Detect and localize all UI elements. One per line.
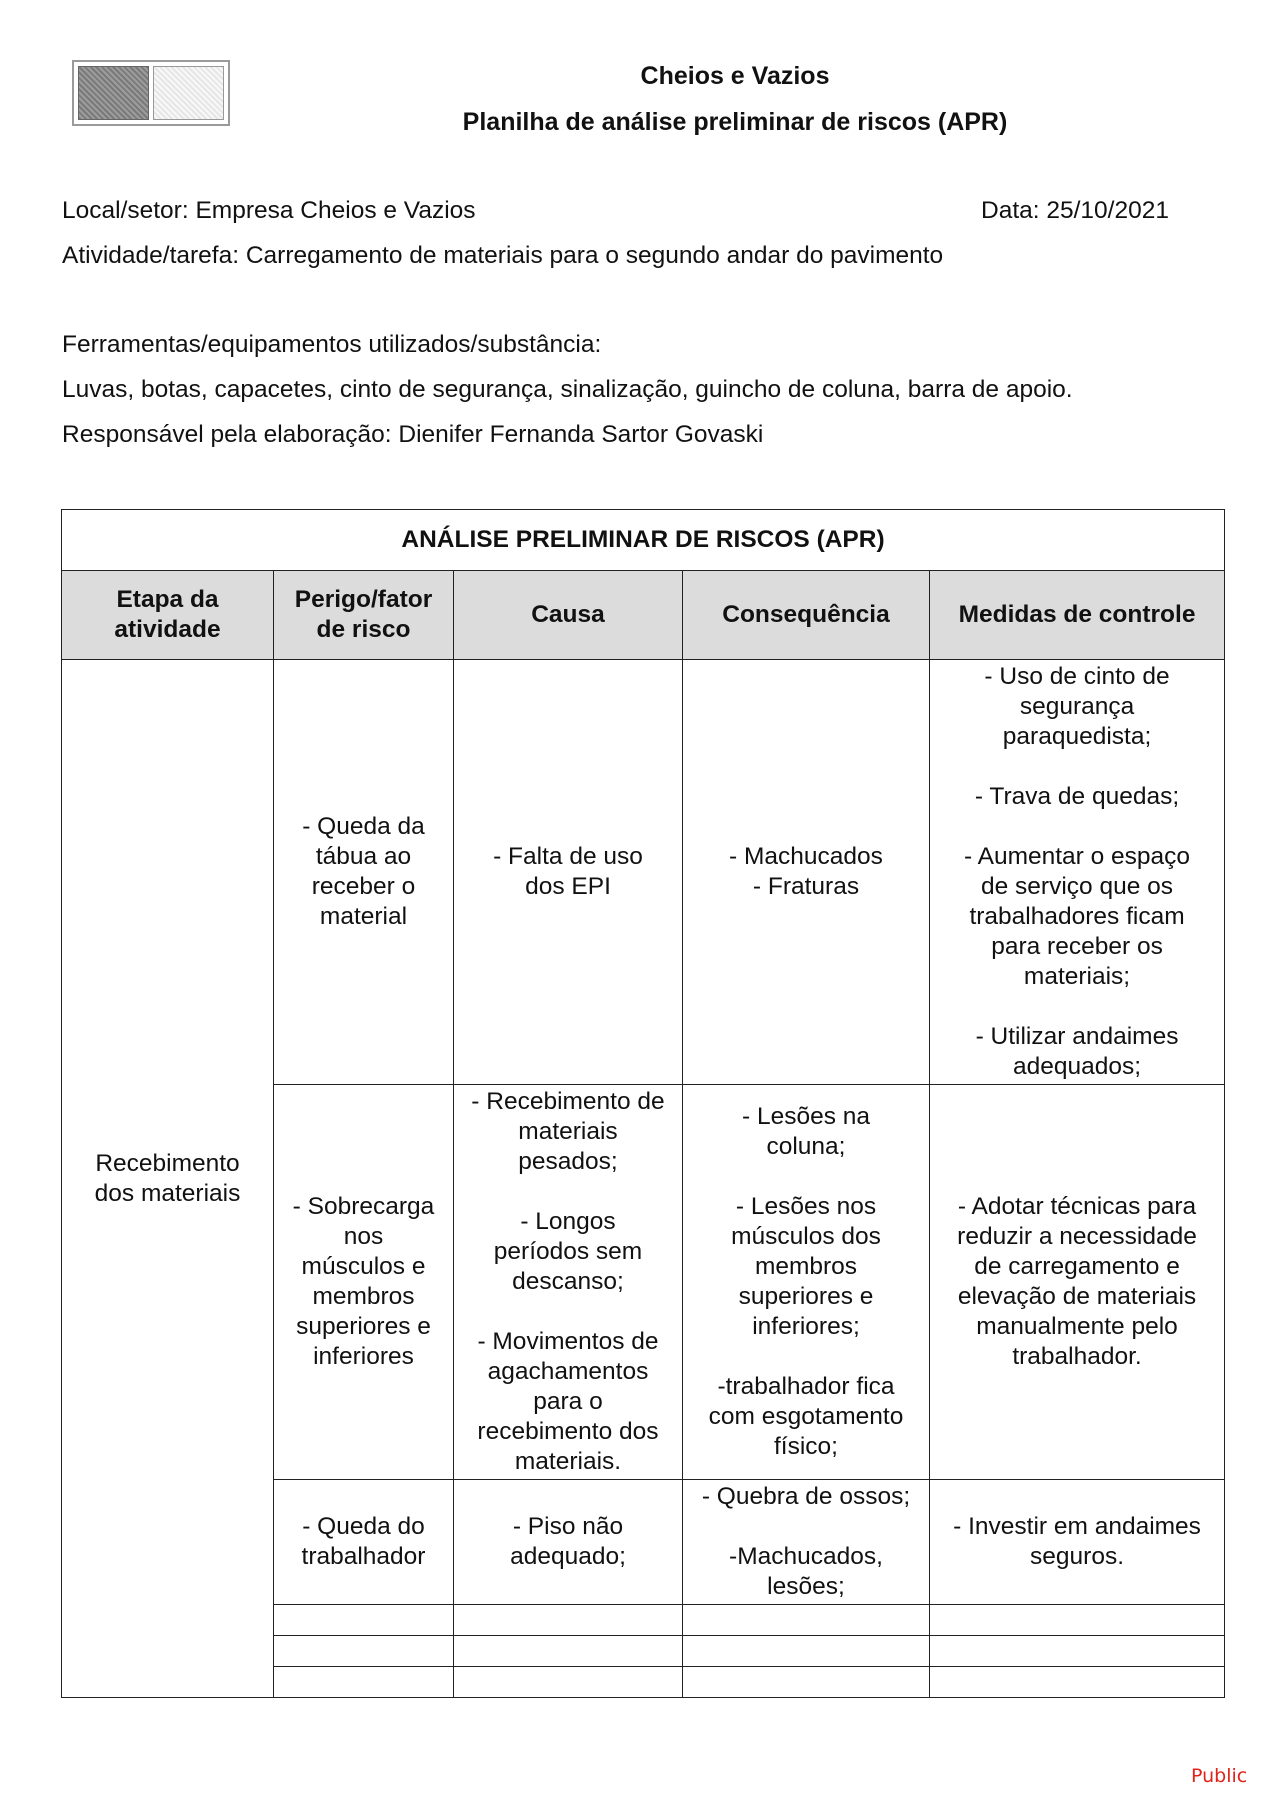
classification-label: Public [1191, 1765, 1248, 1787]
consequencia-cell: - Lesões na coluna; - Lesões nos músculos dos membros superiores e inferiores; -trabalhador fica com esgotamento físico; [683, 1085, 930, 1480]
local-setor: Local/setor: Empresa Cheios e Vazios [62, 197, 476, 224]
apr-table [61, 509, 1225, 1698]
header-consequencia: Consequência [683, 571, 930, 660]
causa-cell: - Recebimento de materiais pesados; - Longos períodos sem descanso; - Movimentos de agachamentos para o recebimento dos materiais. [454, 1085, 683, 1480]
document-title: Cheios e Vazios [640, 62, 830, 90]
document-date: Data: 25/10/2021 [981, 197, 1169, 224]
consequencia-cell: - Machucados - Fraturas [683, 660, 930, 1085]
table-row [62, 660, 1225, 1085]
medidas-cell: - Investir em andaimes seguros. [930, 1480, 1225, 1605]
causa-cell: - Piso não adequado; [454, 1480, 683, 1605]
perigo-cell: - Queda do trabalhador [274, 1480, 454, 1605]
header-medidas: Medidas de controle [930, 571, 1225, 660]
medidas-cell: - Adotar técnicas para reduzir a necessidade de carregamento e elevação de materiais manualmente pelo trabalhador. [930, 1085, 1225, 1480]
responsavel: Responsável pela elaboração: Dienifer Fernanda Sartor Govaski [62, 421, 764, 448]
consequencia-cell: - Quebra de ossos; -Machucados, lesões; [683, 1480, 930, 1605]
ferramentas-label: Ferramentas/equipamentos utilizados/substância: [62, 331, 602, 358]
header-perigo: Perigo/fator de risco [274, 571, 454, 660]
table-header-row [62, 571, 1225, 660]
causa-cell: - Falta de uso dos EPI [454, 660, 683, 1085]
header-causa: Causa [454, 571, 683, 660]
document-subtitle: Planilha de análise preliminar de riscos (APR) [462, 108, 1008, 136]
etapa-cell: Recebimento dos materiais [62, 660, 274, 1698]
table-caption: ANÁLISE PRELIMINAR DE RISCOS (APR) [62, 510, 1225, 571]
perigo-cell: - Sobrecarga nos músculos e membros superiores e inferiores [274, 1085, 454, 1480]
medidas-cell: - Uso de cinto de segurança paraquedista; - Trava de quedas; - Aumentar o espaço de serviço que os trabalhadores ficam para receber os materiais; - Utilizar andaimes adequados; [930, 660, 1225, 1085]
ferramentas-list: Luvas, botas, capacetes, cinto de segurança, sinalização, guincho de coluna, barra de apoio. [62, 376, 1073, 403]
header-etapa: Etapa da atividade [62, 571, 274, 660]
perigo-cell: - Queda da tábua ao receber o material [274, 660, 454, 1085]
atividade-tarefa: Atividade/tarefa: Carregamento de materiais para o segundo andar do pavimento [62, 242, 944, 269]
